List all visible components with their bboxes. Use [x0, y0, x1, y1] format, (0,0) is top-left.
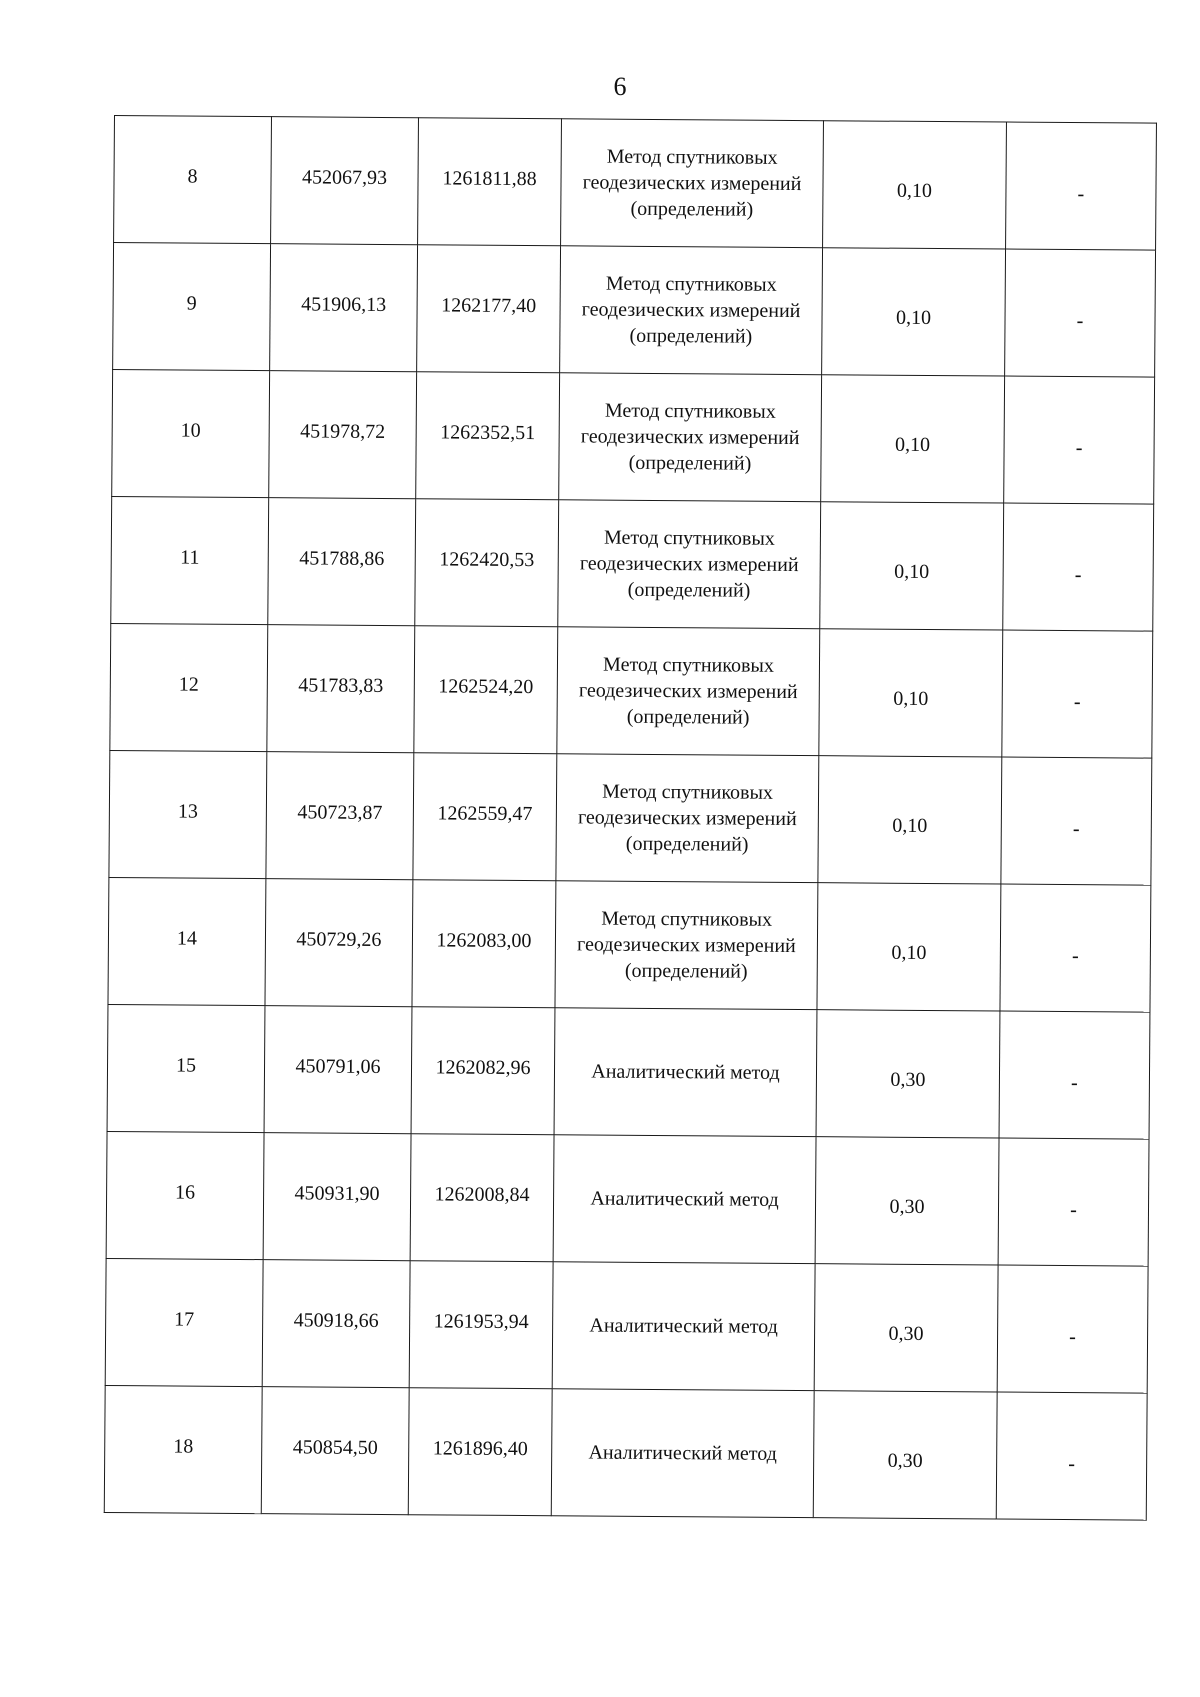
note-cell — [1005, 249, 1156, 377]
table-body — [104, 116, 1156, 1521]
note-cell — [1002, 630, 1153, 758]
x-coordinate-cell — [263, 1133, 411, 1261]
accuracy-cell — [819, 629, 1003, 757]
y-coordinate-text: 1262524,20 — [438, 675, 534, 699]
point-number-cell — [106, 1131, 264, 1259]
method-text: Метод спутниковых геодезических измерений (определений) — [576, 907, 796, 983]
note-cell — [996, 1392, 1147, 1520]
note-text: - — [1073, 691, 1081, 714]
y-coordinate-cell — [408, 1388, 552, 1516]
point-number-cell — [113, 243, 271, 371]
x-coordinate-text: 451783,83 — [298, 674, 384, 697]
method-text: Метод спутниковых геодезических измерений (определений) — [577, 780, 797, 856]
x-coordinate-cell — [268, 498, 416, 626]
y-coordinate-text: 1261953,94 — [433, 1310, 529, 1334]
note-cell — [1004, 376, 1155, 504]
method-text: Аналитический метод — [588, 1441, 777, 1465]
note-text: - — [1069, 1326, 1076, 1349]
y-coordinate-cell — [410, 1134, 554, 1262]
note-cell — [1000, 884, 1151, 1012]
y-coordinate-cell — [416, 372, 560, 500]
note-cell — [1003, 503, 1154, 631]
accuracy-text: 0,10 — [896, 179, 933, 202]
point-number-text: 8 — [187, 165, 198, 188]
point-number-cell — [114, 116, 272, 244]
note-text: - — [1072, 818, 1080, 841]
method-cell — [552, 1262, 815, 1391]
table-row — [107, 1004, 1150, 1139]
y-coordinate-text: 1262083,00 — [436, 929, 532, 953]
note-cell — [998, 1138, 1149, 1266]
method-cell — [561, 119, 824, 248]
point-number-text: 10 — [180, 419, 201, 442]
note-cell — [999, 1011, 1150, 1139]
y-coordinate-text: 1262177,40 — [441, 294, 537, 318]
point-number-cell — [110, 623, 268, 751]
table-row — [108, 877, 1151, 1012]
method-text: Метод спутниковых геодезических измерений (определений) — [580, 399, 800, 475]
method-cell — [559, 373, 822, 502]
table-row — [109, 750, 1152, 885]
method-text: Метод спутниковых геодезических измерений (определений) — [581, 272, 801, 348]
x-coordinate-cell — [267, 625, 415, 753]
x-coordinate-text: 451906,13 — [301, 293, 387, 316]
method-text: Аналитический метод — [591, 1060, 780, 1084]
table-row — [113, 243, 1156, 378]
table-row — [105, 1258, 1148, 1393]
accuracy-cell — [816, 1010, 1000, 1138]
accuracy-text: 0,10 — [895, 306, 932, 329]
point-number-text: 11 — [180, 546, 200, 569]
accuracy-text: 0,10 — [893, 687, 929, 710]
x-coordinate-cell — [262, 1260, 410, 1388]
y-coordinate-text: 1262082,96 — [435, 1056, 531, 1080]
point-number-cell — [108, 877, 266, 1005]
x-coordinate-text: 452067,93 — [301, 166, 388, 190]
point-number-text: 13 — [177, 800, 198, 823]
x-coordinate-cell — [270, 244, 418, 372]
y-coordinate-text: 1262352,51 — [440, 421, 536, 445]
note-text: - — [1076, 310, 1084, 333]
accuracy-cell — [822, 248, 1006, 376]
note-text: - — [1077, 183, 1085, 206]
method-cell — [555, 881, 818, 1010]
note-text: - — [1071, 1072, 1078, 1095]
method-cell — [553, 1135, 816, 1264]
point-number-cell — [109, 750, 267, 878]
point-number-cell — [107, 1004, 265, 1132]
note-text: - — [1074, 564, 1082, 587]
table-row — [114, 116, 1157, 251]
table-row — [111, 496, 1154, 631]
point-number-cell — [105, 1258, 263, 1386]
table-row — [110, 623, 1153, 758]
y-coordinate-text: 1261896,40 — [432, 1437, 528, 1461]
y-coordinate-cell — [409, 1261, 553, 1389]
method-text: Метод спутниковых геодезических измерений (определений) — [582, 145, 802, 221]
y-coordinate-cell — [413, 753, 557, 881]
accuracy-text: 0,10 — [891, 941, 927, 964]
y-coordinate-cell — [418, 118, 562, 246]
y-coordinate-text: 1262420,53 — [439, 548, 535, 572]
note-cell — [1006, 122, 1157, 250]
x-coordinate-cell — [269, 371, 417, 499]
point-number-cell — [111, 496, 269, 624]
x-coordinate-cell — [266, 752, 414, 880]
method-cell — [557, 627, 820, 756]
page-number: 6 — [613, 72, 627, 101]
accuracy-cell — [818, 756, 1002, 884]
accuracy-text: 0,10 — [895, 433, 931, 456]
x-coordinate-text: 450931,90 — [294, 1182, 380, 1205]
note-text: - — [1070, 1199, 1077, 1222]
note-text: - — [1071, 945, 1079, 968]
accuracy-cell — [814, 1264, 998, 1392]
point-number-cell — [112, 369, 270, 497]
point-number-text: 18 — [173, 1435, 194, 1458]
x-coordinate-text: 450854,50 — [292, 1436, 378, 1459]
x-coordinate-text: 450918,66 — [293, 1309, 379, 1332]
table-row — [106, 1131, 1149, 1266]
note-text: - — [1075, 437, 1083, 460]
table-row — [112, 369, 1155, 504]
x-coordinate-text: 451978,72 — [300, 420, 386, 443]
y-coordinate-cell — [411, 1007, 555, 1135]
table-row — [104, 1385, 1147, 1520]
y-coordinate-cell — [415, 499, 559, 627]
x-coordinate-text: 450723,87 — [297, 801, 383, 824]
method-text: Метод спутниковых геодезических измерений (определений) — [578, 653, 798, 729]
accuracy-cell — [821, 375, 1005, 503]
y-coordinate-text: 1261811,88 — [442, 167, 537, 191]
accuracy-text: 0,30 — [888, 1322, 924, 1345]
method-cell — [556, 754, 819, 883]
method-text: Метод спутниковых геодезических измерений (определений) — [579, 526, 799, 602]
method-cell — [560, 246, 823, 375]
x-coordinate-text: 450729,26 — [296, 928, 382, 951]
x-coordinate-text: 450791,06 — [295, 1055, 381, 1078]
accuracy-text: 0,30 — [890, 1068, 926, 1091]
y-coordinate-cell — [417, 245, 561, 373]
method-text: Аналитический метод — [590, 1187, 779, 1211]
x-coordinate-text: 451788,86 — [299, 547, 385, 570]
x-coordinate-cell — [264, 1006, 412, 1134]
coordinates-table — [104, 115, 1157, 1521]
accuracy-cell — [817, 883, 1001, 1011]
accuracy-cell — [813, 1391, 997, 1519]
accuracy-text: 0,30 — [889, 1195, 925, 1218]
method-cell — [551, 1389, 814, 1518]
accuracy-text: 0,10 — [894, 560, 930, 583]
point-number-cell — [104, 1385, 262, 1513]
point-number-text: 17 — [174, 1308, 195, 1331]
point-number-text: 15 — [175, 1054, 197, 1077]
note-cell — [1001, 757, 1152, 885]
accuracy-cell — [820, 502, 1004, 630]
accuracy-text: 0,10 — [892, 814, 928, 837]
y-coordinate-cell — [412, 880, 556, 1008]
method-text: Аналитический метод — [589, 1314, 778, 1338]
note-text: - — [1068, 1453, 1076, 1476]
accuracy-text: 0,30 — [887, 1449, 923, 1472]
note-cell — [997, 1265, 1148, 1393]
method-cell — [558, 500, 821, 629]
accuracy-cell — [823, 121, 1007, 249]
method-cell — [554, 1008, 817, 1137]
x-coordinate-cell — [265, 879, 413, 1007]
y-coordinate-text: 1262008,84 — [434, 1183, 530, 1207]
x-coordinate-cell — [271, 117, 419, 245]
x-coordinate-cell — [261, 1387, 409, 1515]
point-number-text: 16 — [175, 1181, 196, 1204]
point-number-text: 14 — [176, 927, 198, 950]
accuracy-cell — [815, 1137, 999, 1265]
point-number-text: 12 — [178, 673, 199, 696]
y-coordinate-cell — [414, 626, 558, 754]
y-coordinate-text: 1262559,47 — [437, 802, 533, 826]
point-number-text: 9 — [186, 292, 197, 315]
